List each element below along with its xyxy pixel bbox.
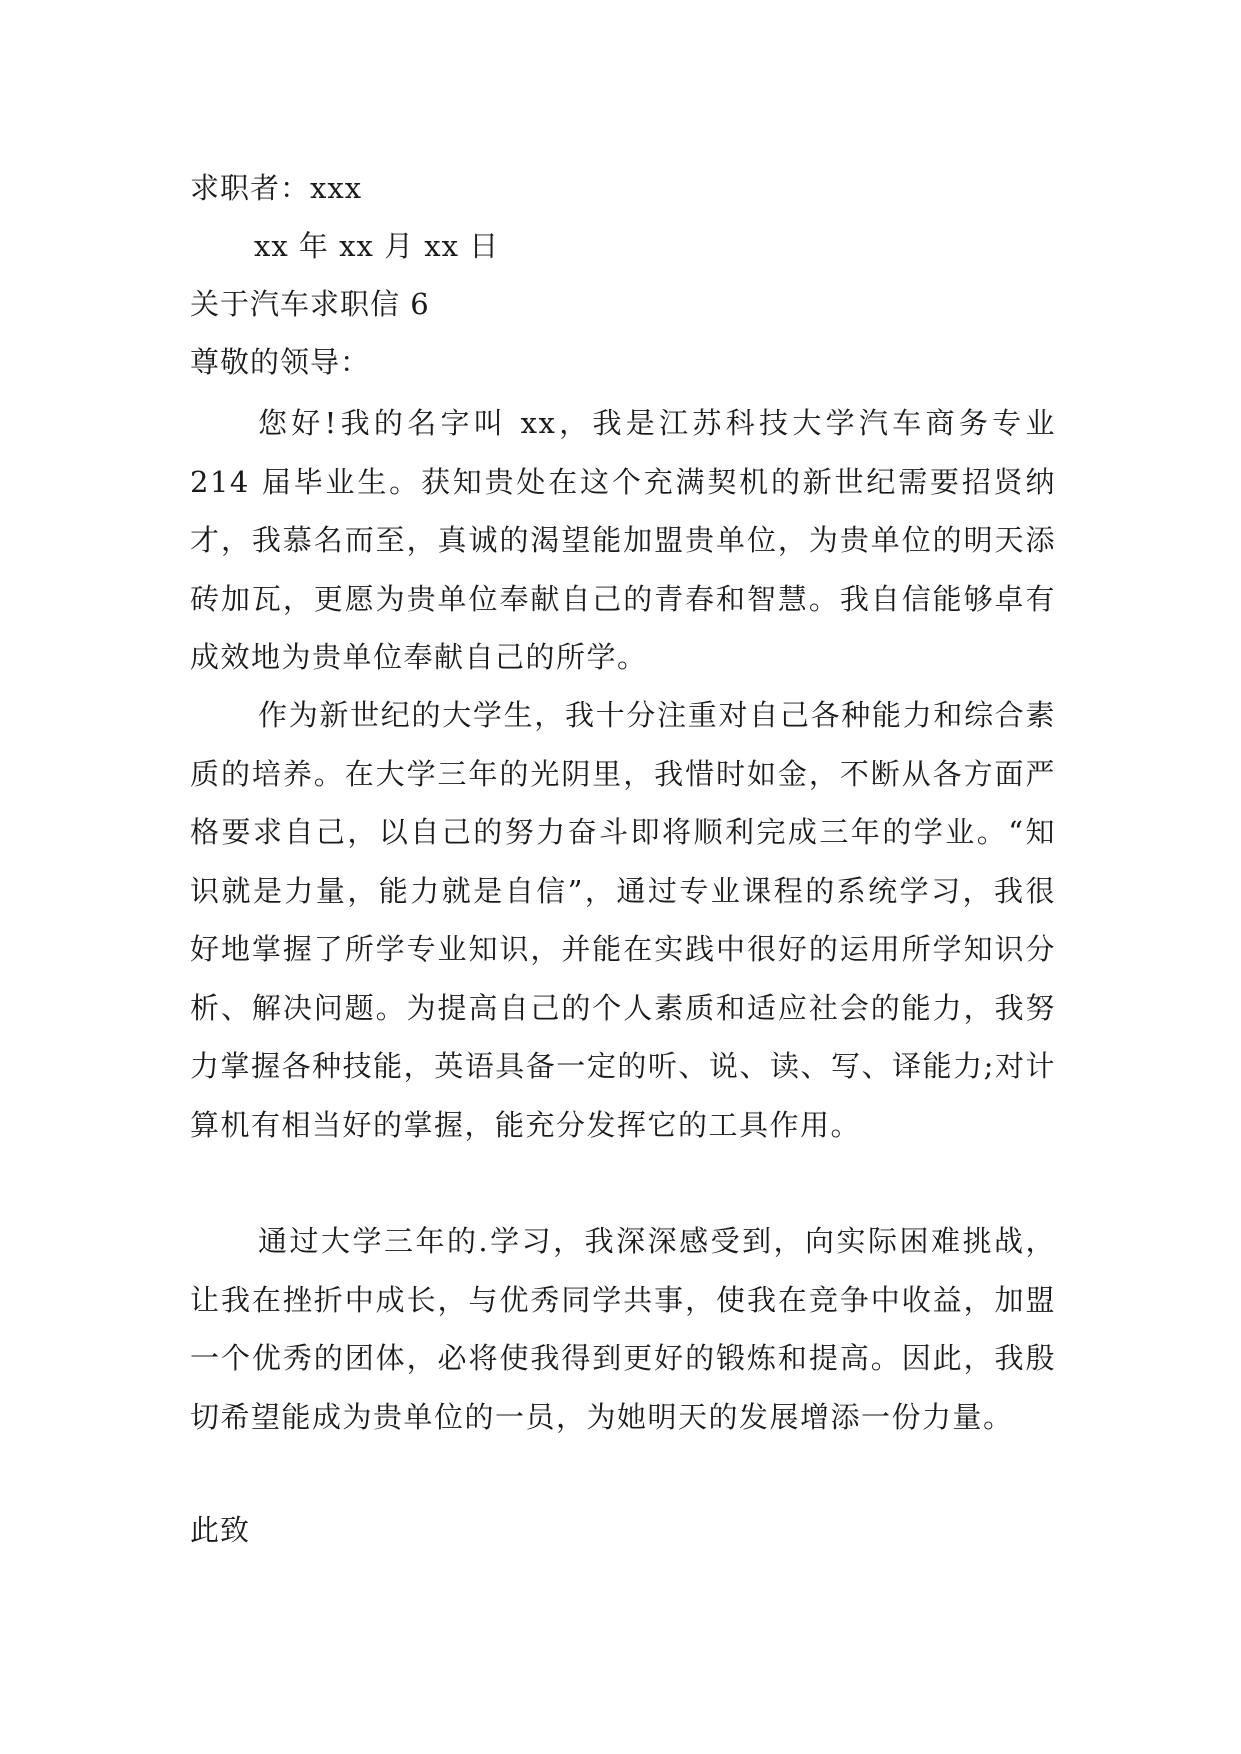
closing-line: 此致	[190, 1513, 251, 1547]
date-line: xx 年 xx 月 xx 日	[254, 229, 500, 263]
salutation: 尊敬的领导：	[190, 345, 371, 379]
body-paragraph-2: 作为新世纪的大学生，我十分注重对自己各种能力和综合素质的培养。在大学三年的光阴里，我惜时如金，不断从各方面严格要求自己，以自己的努力奋斗即将顺利完成三年的学业。“知识就是力量，能力就是自信”，通过专业课程的系统学习，我很好地掌握了所学专业知识，并能在实践中很好的运用所学知识分析、解决问题。为提高自己的个人素质和适应社会的能力，我努力掌握各种技能，英语具备一定的听、说、读、写、译能力;对计算机有相当好的掌握，能充分发挥它的工具作用。	[190, 698, 1056, 1142]
body-paragraph-3: 通过大学三年的.学习，我深深感受到，向实际困难挑战，让我在挫折中成长，与优秀同学共事，使我在竞争中收益，加盟一个优秀的团体，必将使我得到更好的锻炼和提高。因此，我殷切希望能成为贵单位的一员，为她明天的发展增添一份力量。	[190, 1224, 1056, 1434]
letter-title: 关于汽车求职信 6	[190, 287, 430, 321]
applicant-line: 求职者：xxx	[190, 171, 363, 205]
body-paragraph-1: 您好!我的名字叫 xx，我是江苏科技大学汽车商务专业 214 届毕业生。获知贵处在这个充满契机的新世纪需要招贤纳才，我慕名而至，真诚的渴望能加盟贵单位，为贵单位的明天添砖加瓦，更愿为贵单位奉献自己的青春和智慧。我自信能够卓有成效地为贵单位奉献自己的所学。	[190, 406, 1056, 674]
